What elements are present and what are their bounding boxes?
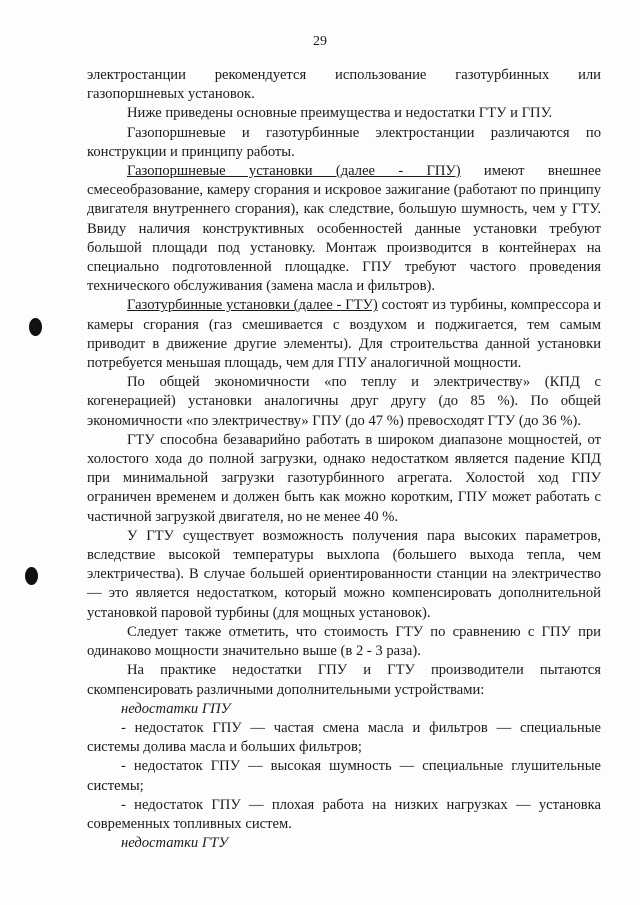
body-paragraph: Следует также отметить, что стоимость ГТУ по сравнению с ГПУ при одинаково мощности значительно выше (в 2 - 3 раза).: [87, 623, 601, 660]
gtu-description: состоят из турбины, компрессора и камеры сгорания (газ смешивается с воздухом и поджигается, тем самым приводит в движение другие элементы). Для строительства данной установки потребуется меньшая площадь, чем для ГПУ аналогичной мощности.: [87, 297, 601, 372]
body-paragraph: На практике недостатки ГПУ и ГТУ производители пытаются скомпенсировать различными дополнительными устройствами:: [87, 662, 601, 698]
gtu-drawbacks-heading: недостатки ГТУ: [121, 835, 229, 852]
gtu-definition-paragraph: [87, 296, 601, 373]
punch-hole-mark: [29, 318, 42, 336]
gtu-term: Газотурбинные установки (далее - ГТУ): [127, 297, 378, 314]
list-item: - недостаток ГПУ — частая смена масла и фильтров — специальные системы долива масла и больших фильтров;: [87, 719, 601, 756]
gpu-drawbacks-heading: недостатки ГПУ: [121, 700, 231, 717]
gpu-description: имеют внешнее смесеобразование, камеру сгорания и искровое зажигание (работают по принципу двигателя внутреннего сгорания), как следствие, большую шумность, чем у ГТУ. Ввиду наличия конструктивных особенностей данные установки требуют большой площади под установку. Монтаж производится в контейнерах на специально подготовленной площадке. ГПУ требуют частого проведения технического обслуживания (замена масла и фильтров).: [87, 163, 601, 295]
punch-hole-mark: [25, 567, 38, 585]
body-paragraph: электростанции рекомендуется использование газотурбинных или газопоршневых установок.: [87, 67, 601, 103]
body-paragraph: Ниже приведены основные преимущества и недостатки ГТУ и ГПУ.: [127, 105, 553, 122]
body-paragraph: ГТУ способна безаварийно работать в широком диапазоне мощностей, от холостого хода до полной загрузки, однако недостатком является падение КПД при минимальной загрузки газотурбинного агрегата. Холостой ход ГПУ ограничен временем и должен быть как можно коротким, ГПУ может работать с частичной загрузкой двигателя, но не менее 40 %.: [87, 431, 601, 525]
list-item: - недостаток ГПУ — высокая шумность — специальные глушительные системы;: [87, 758, 601, 794]
gpu-term: Газопоршневые установки (далее - ГПУ): [127, 163, 461, 180]
list-item: - недостаток ГПУ — плохая работа на низких нагрузках — установка современных топливных систем.: [87, 796, 601, 832]
gpu-definition-paragraph: [87, 162, 601, 296]
document-body: [87, 66, 601, 853]
body-paragraph: Газопоршневые и газотурбинные электростанции различаются по конструкции и принципу работы.: [87, 124, 601, 160]
page-number: 29: [313, 34, 327, 49]
body-paragraph: По общей экономичности «по теплу и электричеству» (КПД с когенерацией) установки аналогичны друг другу (до 85 %). По общей экономичности «по электричеству» ГПУ (до 47 %) превосходят ГТУ (до 36 %).: [87, 374, 601, 429]
body-paragraph: У ГТУ существует возможность получения пара высоких параметров, вследствие высокой температуры выхлопа (большего выхода тепла, чем электричества). В случае большей ориентированности станции на электричество — это является недостатком, который можно компенсировать дополнительной установкой паровой турбины (для мощных установок).: [87, 527, 601, 621]
